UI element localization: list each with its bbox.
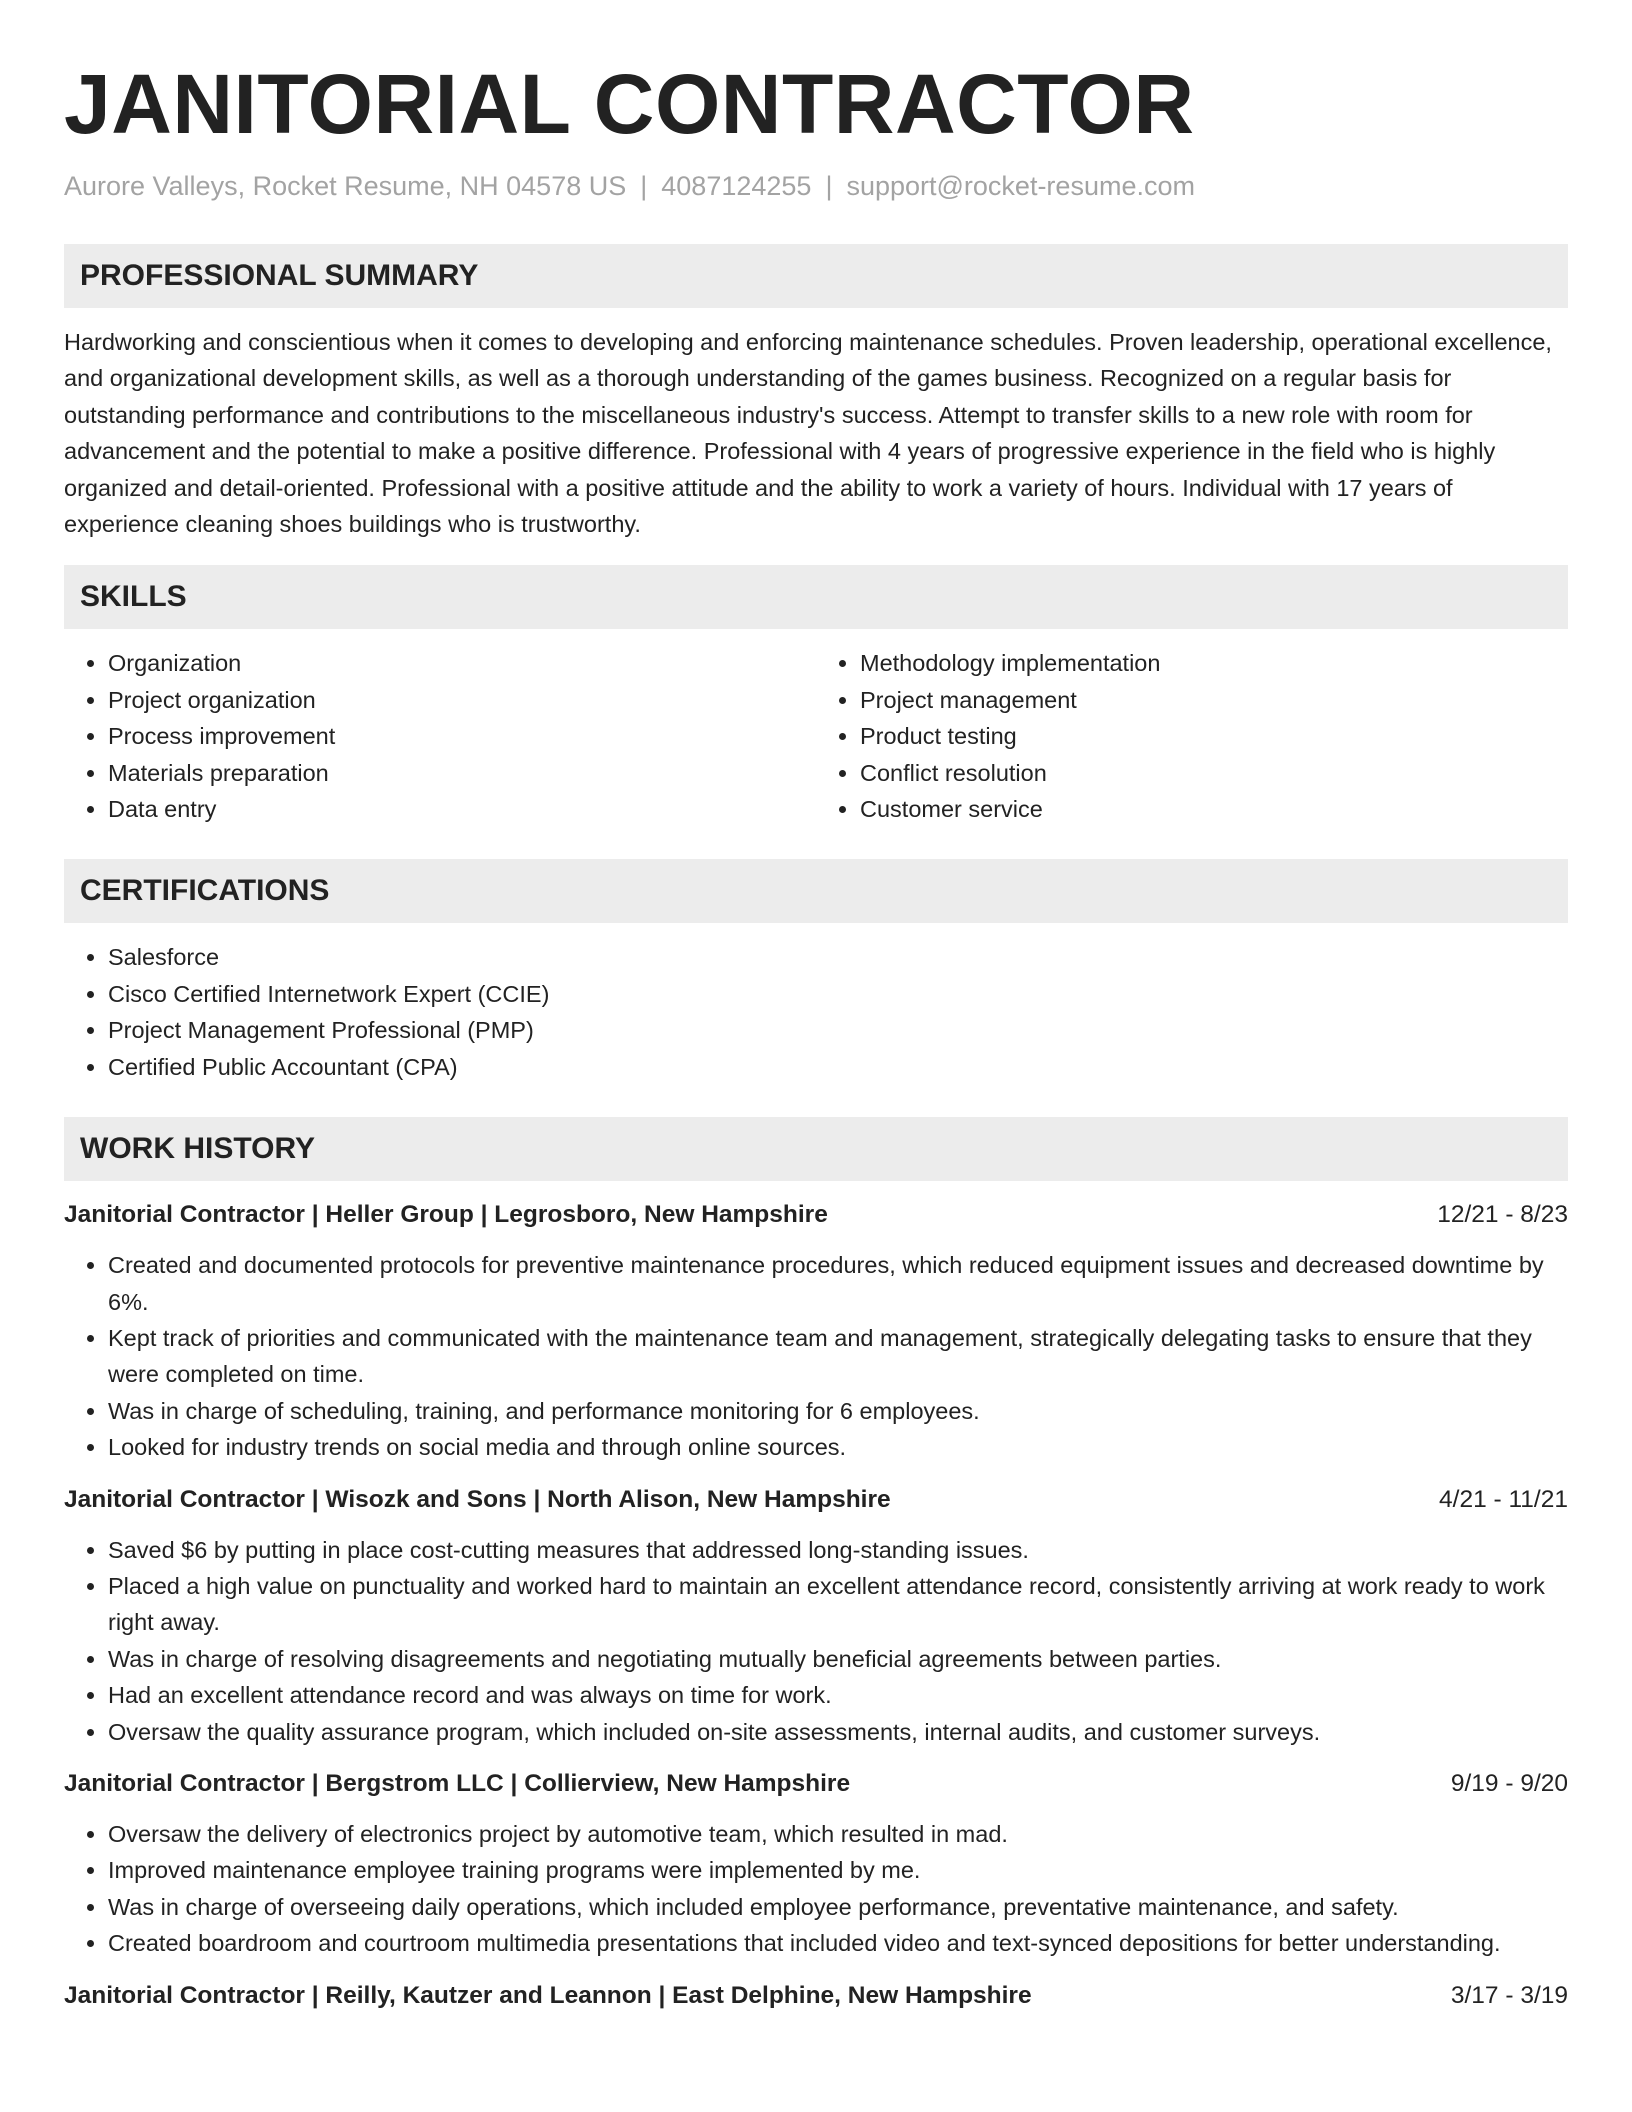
job-dates: 4/21 - 11/21 [1439,1485,1568,1513]
job-entry [64,1482,1568,1750]
skill-item: • Project management [860,682,1568,718]
contact-separator: | [640,171,648,201]
job-bullet: • Had an excellent attendance record and was always on time for work. [108,1677,1568,1713]
skill-item: • Process improvement [108,718,816,754]
job-header [64,1766,1568,1802]
resume-content [64,52,1568,2014]
job-header [64,1978,1568,2014]
job-bullets [64,1532,1568,1750]
certifications-heading: CERTIFICATIONS [64,859,1568,923]
job-entry [64,1766,1568,1962]
job-title: Janitorial Contractor | Wisozk and Sons | North Alison, New Hampshire [64,1485,891,1513]
contact-separator: | [825,171,833,201]
summary-text: Hardworking and conscientious when it comes to developing and enforcing maintenance schedules. Proven leadership, operational excellence, and organizational development skills, as well as a thorough understanding of the games business. Recognized on a regular basis for outstanding performance and contributions to the miscellaneous industry's success. Attempt to transfer skills to a new role with room for advancement and the potential to make a positive difference. Professional with 4 years of progressive experience in the field who is highly organized and detail-oriented. Professional with a positive attitude and the ability to work a variety of hours. Individual with 17 years of experience cleaning shoes buildings who is trustworthy. [64,329,1552,538]
job-bullet: • Was in charge of scheduling, training, and performance monitoring for 6 employees. [108,1393,1568,1429]
job-bullet: • Looked for industry trends on social media and through online sources. [108,1429,1568,1465]
certifications-list [64,939,1568,1085]
contact-email: support@rocket-resume.com [846,171,1195,201]
job-bullet: • Created boardroom and courtroom multimedia presentations that included video and text-synced depositions for better understanding. [108,1925,1568,1961]
job-bullets [64,1816,1568,1962]
job-bullet: • Created and documented protocols for preventive maintenance procedures, which reduced equipment issues and decreased downtime by 6%. [108,1247,1568,1320]
skill-item: • Organization [108,645,816,681]
skills-heading: SKILLS [64,565,1568,629]
skill-item: • Data entry [108,791,816,827]
job-bullet: • Kept track of priorities and communicated with the maintenance team and management, strategically delegating tasks to ensure that they were completed on time. [108,1320,1568,1393]
job-bullet: • Was in charge of overseeing daily operations, which included employee performance, preventative maintenance, and safety. [108,1889,1568,1925]
contact-line [64,168,1568,204]
job-entry [64,1978,1568,2014]
certification-item: • Certified Public Accountant (CPA) [108,1049,1568,1085]
job-bullet: • Saved $6 by putting in place cost-cutting measures that addressed long-standing issues. [108,1532,1568,1568]
work-history-heading: WORK HISTORY [64,1117,1568,1181]
skill-item: • Materials preparation [108,755,816,791]
job-title: Janitorial Contractor | Reilly, Kautzer and Leannon | East Delphine, New Hampshire [64,1981,1032,2009]
skill-item: • Methodology implementation [860,645,1568,681]
skills-list [64,645,1568,827]
job-dates: 3/17 - 3/19 [1450,1981,1568,2009]
job-header [64,1197,1568,1233]
job-dates: 12/21 - 8/23 [1437,1201,1568,1229]
job-header [64,1482,1568,1518]
job-bullet: • Oversaw the quality assurance program, which included on-site assessments, internal audits, and customer surveys. [108,1714,1568,1750]
certification-item: • Salesforce [108,939,1568,975]
certification-item: • Project Management Professional (PMP) [108,1012,1568,1048]
job-entry [64,1197,1568,1465]
skills-column-right [816,645,1568,827]
skill-item: • Customer service [860,791,1568,827]
job-bullet: • Oversaw the delivery of electronics project by automotive team, which resulted in mad. [108,1816,1568,1852]
skill-item: • Conflict resolution [860,755,1568,791]
job-bullet: • Improved maintenance employee training programs were implemented by me. [108,1852,1568,1888]
job-bullet: • Was in charge of resolving disagreements and negotiating mutually beneficial agreements between parties. [108,1641,1568,1677]
summary-heading: PROFESSIONAL SUMMARY [64,244,1568,308]
job-bullets [64,1247,1568,1465]
job-title: Janitorial Contractor | Heller Group | Legrosboro, New Hampshire [64,1201,828,1229]
job-dates: 9/19 - 9/20 [1450,1769,1568,1797]
contact-phone: 4087124255 [661,171,812,201]
skill-item: • Product testing [860,718,1568,754]
certification-item: • Cisco Certified Internetwork Expert (CCIE) [108,976,1568,1012]
job-bullet: • Placed a high value on punctuality and worked hard to maintain an excellent attendance record, consistently arriving at work ready to work right away. [108,1568,1568,1641]
candidate-name: JANITORIAL CONTRACTOR [64,57,1195,151]
contact-address: Aurore Valleys, Rocket Resume, NH 04578 US [64,171,627,201]
job-title: Janitorial Contractor | Bergstrom LLC | Collierview, New Hampshire [64,1769,851,1797]
skill-item: • Project organization [108,682,816,718]
skills-column-left [64,645,816,827]
